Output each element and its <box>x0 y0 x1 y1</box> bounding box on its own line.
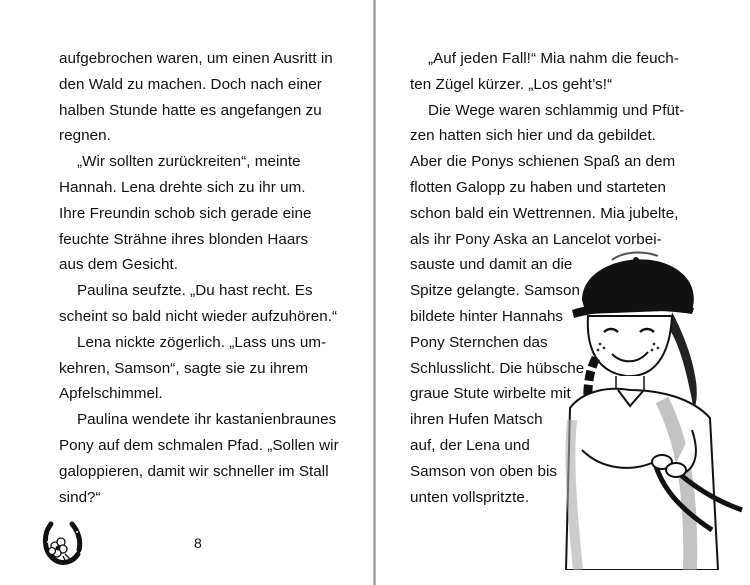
left-page <box>0 0 374 585</box>
page-number: 8 <box>194 535 202 551</box>
text-line: aufgebrochen waren, um einen Ausritt in <box>59 50 333 67</box>
horseshoe-icon <box>41 518 83 566</box>
text-line: ihren Hufen Matsch <box>410 411 543 429</box>
text-line: regnen. <box>59 127 111 145</box>
text-line: aus dem Gesicht. <box>59 256 178 274</box>
text-line: Paulina seufzte. „Du hast recht. Es <box>77 282 313 300</box>
text-line: feuchte Strähne ihres blonden Haars <box>59 230 309 248</box>
text-line: Paulina wendete ihr kastanienbraunes <box>77 411 337 429</box>
text-line: schon bald ein Wettrennen. Mia jubelte, <box>410 204 679 222</box>
text-line: Samson von oben bis <box>410 462 558 480</box>
text-line: Aber die Ponys schienen Spaß an dem <box>410 153 676 171</box>
text-line: scheint so bald nicht wieder aufzuhören.“ <box>59 307 338 325</box>
left-page-text <box>59 46 349 510</box>
text-line: Lena nickte zögerlich. „Lass uns um- <box>77 333 327 351</box>
text-line: Hannah. Lena drehte sich zu ihr um. <box>59 178 306 196</box>
text-line: kehren, Samson“, sagte sie zu ihrem <box>59 359 309 377</box>
text-line: auf, der Lena und <box>410 436 530 454</box>
text-line: Pony Sternchen das <box>410 333 548 351</box>
text-line: unten vollspritzte. <box>410 488 530 506</box>
face <box>588 316 672 376</box>
text-line: den Wald zu machen. Doch nach einer <box>59 75 322 93</box>
text-line: galoppieren, damit wir schneller im Stall <box>59 462 329 480</box>
text-line: sind?“ <box>59 488 101 506</box>
girl-illustration <box>542 240 750 570</box>
text-line: flotten Galopp zu haben und starteten <box>410 178 667 196</box>
text-line: Ihre Freundin schob sich gerade eine <box>59 204 312 222</box>
text-line: als ihr Pony Aska an Lancelot vorbei- <box>410 230 662 248</box>
text-line: Die Wege waren schlammig und Pfüt- <box>428 101 685 119</box>
right-page <box>376 0 750 585</box>
text-line: Pony auf dem schmalen Pfad. „Sollen wir <box>59 436 339 454</box>
text-line: zen hatten sich hier und da gebildet. <box>410 127 656 145</box>
text-line: „Auf jeden Fall!“ Mia nahm die feuch- <box>428 50 679 67</box>
text-line: Spitze gelangte. Samson <box>410 282 581 300</box>
text-line: graue Stute wirbelte mit <box>410 385 571 403</box>
text-line: bildete hinter Hannahs <box>410 307 564 325</box>
text-line: Apfelschimmel. <box>59 385 163 403</box>
text-line: sauste und damit an die <box>410 256 573 274</box>
text-line: halben Stunde hatte es angefangen zu <box>59 101 322 119</box>
text-line: „Wir sollten zurückreiten“, meinte <box>77 153 301 171</box>
text-line: ten Zügel kürzer. „Los geht’s!“ <box>410 75 613 93</box>
text-line: Schlusslicht. Die hübsche <box>410 359 585 377</box>
